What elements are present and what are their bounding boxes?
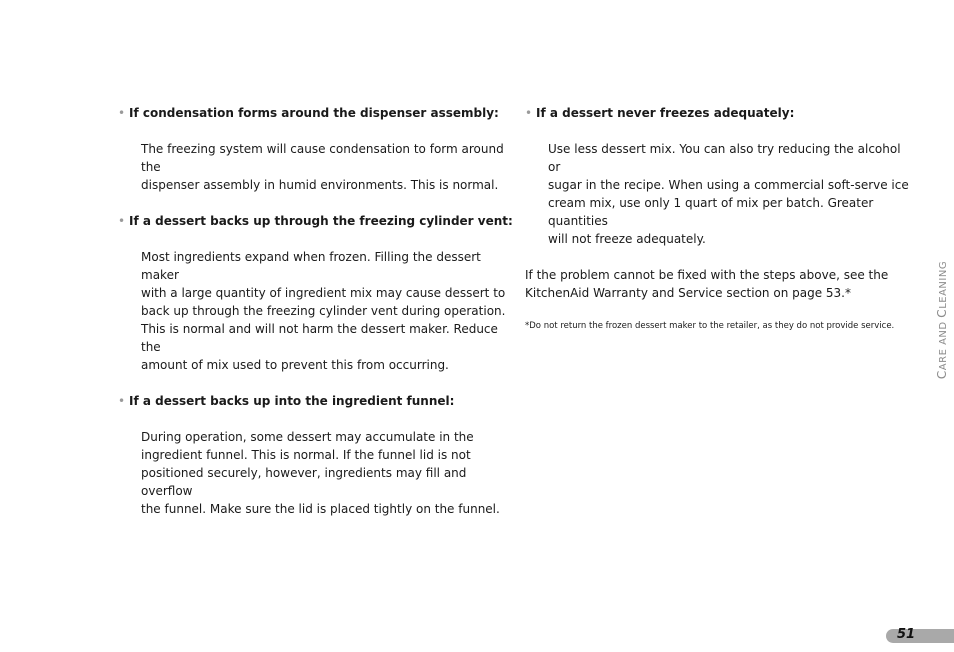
section-heading-cylinder-vent bbox=[118, 212, 513, 230]
warranty-paragraph: If the problem cannot be fixed with the steps above, see the KitchenAid Warranty and Service section on page 53.* bbox=[525, 268, 889, 300]
heading-text: If a dessert backs up through the freezing cylinder vent: bbox=[129, 214, 513, 228]
heading-text: If condensation forms around the dispenser assembly: bbox=[129, 106, 499, 120]
heading-text: If a dessert backs up into the ingredient funnel: bbox=[129, 394, 455, 408]
side-label-initial-2: C bbox=[935, 308, 949, 318]
bullet-icon: • bbox=[525, 106, 533, 120]
bullet-icon: • bbox=[118, 394, 126, 408]
section-heading-never-freezes bbox=[525, 104, 915, 122]
left-column bbox=[118, 104, 513, 518]
page-number: 51 bbox=[897, 627, 916, 642]
section-body-never-freezes: Use less dessert mix. You can also try reducing the alcohol or sugar in the recipe. When using a commercial soft-serve ice cream mix, use only 1 quart of mix per batch. Greater quantities will not freeze adequately. bbox=[548, 142, 909, 246]
section-side-label bbox=[935, 261, 949, 379]
side-label-word-2: LEANING bbox=[938, 260, 949, 309]
footnote: *Do not return the frozen dessert maker to the retailer, as they do not provide service. bbox=[525, 321, 895, 331]
right-column bbox=[525, 104, 915, 332]
heading-text: If a dessert never freezes adequately: bbox=[536, 106, 795, 120]
section-body-ingredient-funnel: During operation, some dessert may accumulate in the ingredient funnel. This is normal. If the funnel lid is not positioned securely, however, ingredients may fill and overflow the funnel. Make sure the lid is placed tightly on the funnel. bbox=[141, 430, 500, 516]
side-label-word-1: ARE AND bbox=[938, 317, 949, 371]
section-body-condensation: The freezing system will cause condensation to form around the dispenser assembly in humid environments. This is normal. bbox=[141, 142, 504, 192]
section-heading-ingredient-funnel bbox=[118, 392, 508, 410]
section-heading-condensation bbox=[118, 104, 508, 122]
bullet-icon: • bbox=[118, 106, 126, 120]
bullet-icon: • bbox=[118, 214, 126, 228]
side-label-initial-1: C bbox=[935, 370, 949, 380]
section-body-cylinder-vent: Most ingredients expand when frozen. Filling the dessert maker with a large quantity of ingredient mix may cause dessert to back up through the freezing cylinder vent during operation. This is normal and will not harm the dessert maker. Reduce the amount of mix used to prevent this from occurring. bbox=[141, 250, 506, 372]
